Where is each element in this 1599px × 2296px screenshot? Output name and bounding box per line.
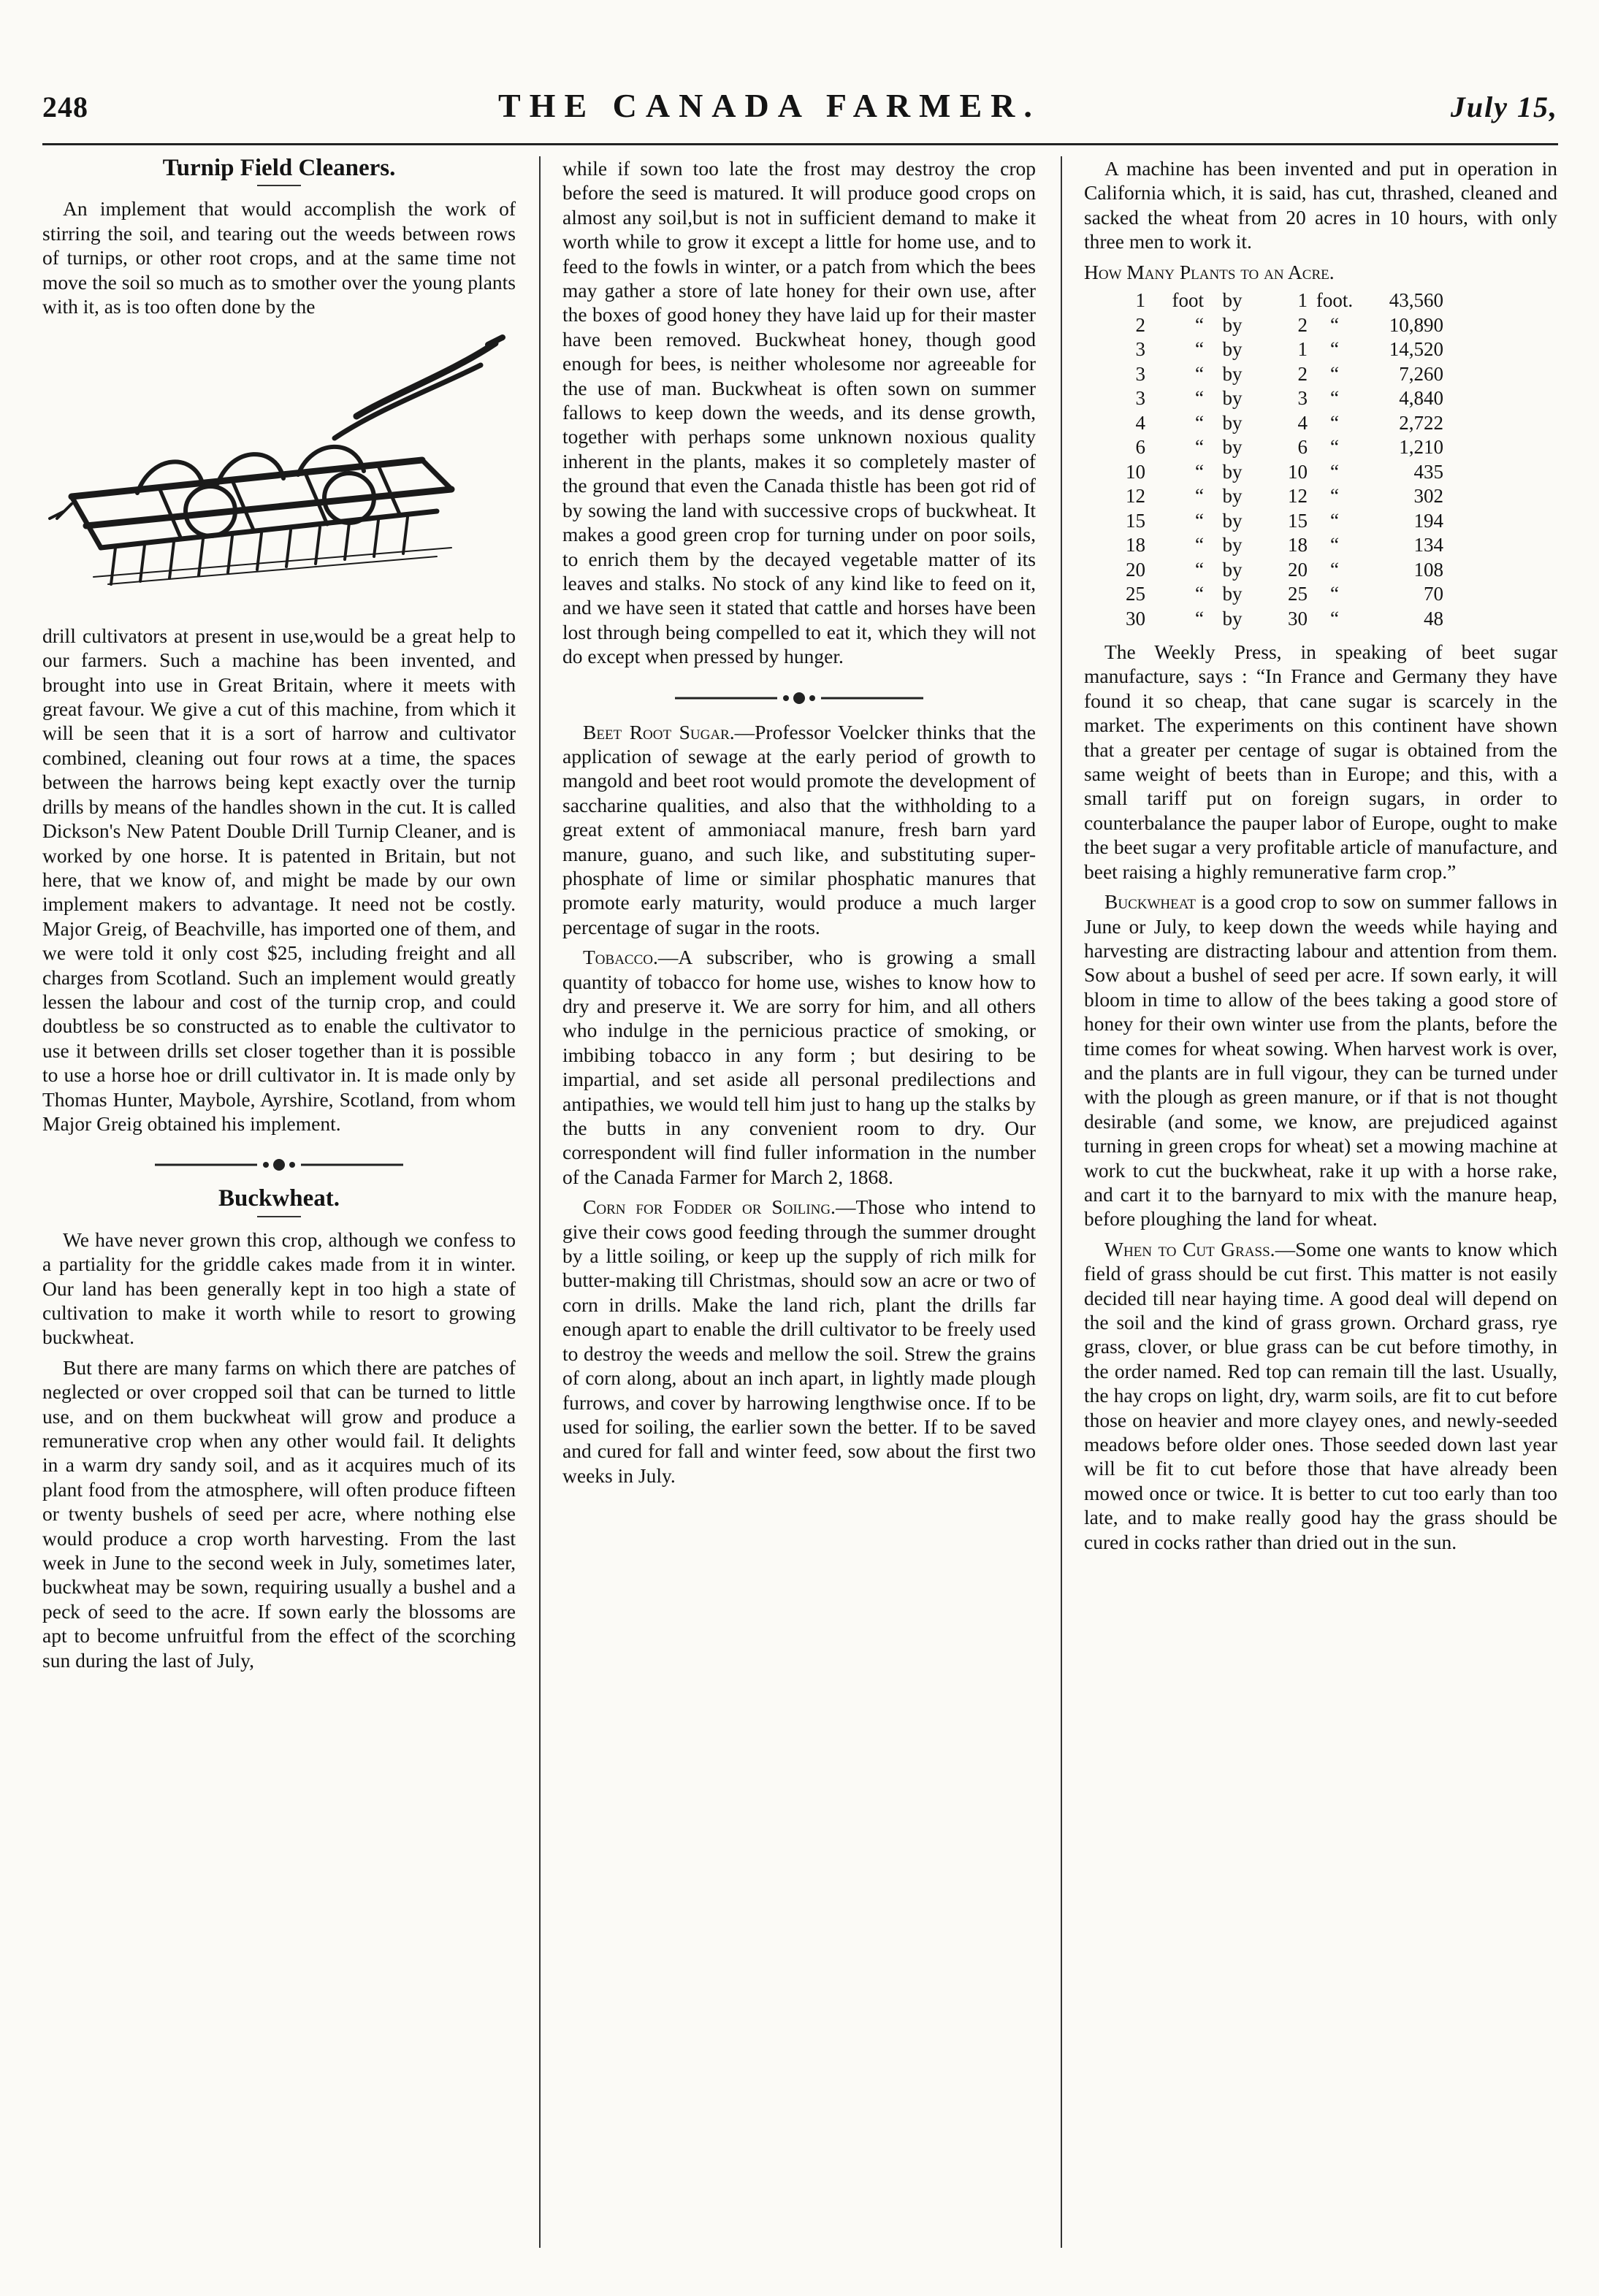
table-cell: foot. xyxy=(1316,289,1354,312)
table-cell: “ xyxy=(1330,460,1339,483)
table-cell: by xyxy=(1222,460,1243,483)
column-rule xyxy=(539,156,541,2248)
table-row xyxy=(1102,386,1443,411)
table-cell: “ xyxy=(1195,313,1204,336)
column-1 xyxy=(42,156,516,2248)
table-cell: 25 xyxy=(1126,583,1145,605)
note-text: —Professor Voelcker thinks that the application of sewage at the early period of growth to mangold and beet root would promote the development of saccharine qualities, and also that the withholding to a great extent of ammoniacal manure, fresh barn yard manure, guano, and such like, and substituting super-phosphate of lime or similar phosphatic manures that promote early maturity, would produce a much larger percentage of sugar in the roots. xyxy=(562,720,1036,938)
table-row xyxy=(1102,509,1443,534)
note-text: —Those who intend to give their cows good feeding through the summer drought by a little soiling, or keep up the supply of rich milk for butter-making till Christmas, should sow an acre or two of corn in drills. Make the land rich, plant the drills far enough apart to enable the drill cultivator to be freely used to destroy the weeds and mellow the soil. Strew the grains of corn along, about an inch apart, in lightly made plough furrows, and cover by harrowing lengthwise once. If to be used for soiling, the earlier sown the better. If to be saved and cured for fall and winter feed, sow about the first two weeks in July. xyxy=(562,1195,1036,1487)
note-harvest-machine: A machine has been invented and put in operation in California which, it is said, has cut, thrashed, cleaned and sacked the wheat from 20 acres in 10 hours, with only three men to work it. xyxy=(1084,157,1557,253)
table-row xyxy=(1102,288,1443,313)
table-row xyxy=(1102,362,1443,387)
note-buckwheat xyxy=(1084,889,1557,1231)
article-paragraph: drill cultivators at present in use,would be a great help to our farmers. Such a machine has been invented, and brought into use in Great Britain, where it meets with great favour. We give a cut of this machine, from which it will be seen that it is a sort of harrow and cultivator combined, cleaning out four rows at a time, the spaces between the harrows being kept exactly over the turnip drills by means of the handles shown in the cut. It is called Dickson's New Patent Double Drill Turnip Cleaner, and is worked by one horse. It is patented in Britain, but not here, that we know of, and might be made by our own implement makers to advantage. It need not be costly. Major Greig, of Beachville, has imported one of them, and we were told it only cost $25, including freight and all charges from Scotland. Such an implement would greatly lessen the labour and cost of the turnip crop, and could doubtless be so constructed as to enable the cultivator to use it between drills set closer together than it is possible to use a horse hoe or drill cultivator in. It is made only by Thomas Hunter, Maybole, Ayrshire, Scotland, from whom Major Greig obtained his implement. xyxy=(42,624,516,1135)
note-tobacco xyxy=(562,945,1036,1189)
table-cell: “ xyxy=(1195,338,1204,361)
header-rule xyxy=(42,143,1558,145)
table-row xyxy=(1102,411,1443,436)
column-rule xyxy=(1061,156,1062,2248)
article-title-turnip-field-cleaners: Turnip Field Cleaners. xyxy=(162,156,396,181)
table-cell: 70 xyxy=(1424,583,1443,605)
table-cell: “ xyxy=(1195,485,1204,508)
table-cell: “ xyxy=(1330,338,1339,361)
table-cell: 7,260 xyxy=(1399,362,1443,385)
running-head xyxy=(42,86,1558,137)
table-cell: 2 xyxy=(1135,313,1145,336)
table-cell: “ xyxy=(1195,436,1204,459)
table-cell: 4,840 xyxy=(1399,387,1443,410)
turnip-cleaner-illustration xyxy=(42,329,510,606)
table-cell: “ xyxy=(1195,607,1204,630)
note-lead: Corn for Fodder or Soiling. xyxy=(583,1195,836,1219)
article-paragraph: An implement that would accomplish the work of stirring the soil, and tearing out the weeds between rows of turnips, or other root crops, and at the same time not move the soil so much as to smother over the young plants with it, as is too often done by the xyxy=(42,197,516,318)
page-number: 248 xyxy=(42,91,88,123)
plants-per-acre-title: How Many Plants to an Acre. xyxy=(1084,260,1335,283)
table-cell: 15 xyxy=(1126,509,1145,532)
table-cell: “ xyxy=(1195,460,1204,483)
table-cell: 194 xyxy=(1413,509,1443,532)
table-cell: 12 xyxy=(1288,485,1308,508)
table-cell: 18 xyxy=(1126,534,1145,556)
table-cell: 1 xyxy=(1135,289,1145,312)
title-rule xyxy=(257,1216,301,1217)
note-lead: When to Cut Grass. xyxy=(1104,1237,1275,1260)
columns xyxy=(42,156,1558,2248)
table-cell: “ xyxy=(1330,583,1339,605)
table-cell: 435 xyxy=(1413,460,1443,483)
table-cell: 30 xyxy=(1126,607,1145,630)
note-text: —A subscriber, who is growing a small quantity of tobacco for home use, wishes to know how to dry and preserve it. We are sorry for him, and all others who indulge in the pernicious practice of smoking, or imbibing tobacco in any form ; but desiring to be impartial, and set aside all personal predilections and antipathies, we would tell him just to hang up the stalks by the butts in any convenient room to dry. Our correspondent will find fuller information in the number of the Canada Farmer for March 2, 1868. xyxy=(562,946,1036,1188)
newspaper-page xyxy=(42,86,1558,2248)
table-cell: 3 xyxy=(1135,362,1145,385)
note-lead: Tobacco. xyxy=(583,946,658,969)
table-cell: “ xyxy=(1195,411,1204,434)
table-cell: 134 xyxy=(1413,534,1443,556)
table-cell: 10 xyxy=(1288,460,1308,483)
table-cell: 30 xyxy=(1288,607,1308,630)
table-row xyxy=(1102,313,1443,338)
table-cell: 2,722 xyxy=(1399,411,1443,434)
note-lead: Beet Root Sugar. xyxy=(583,720,735,743)
table-cell: 4 xyxy=(1135,411,1145,434)
table-cell: by xyxy=(1222,387,1243,410)
table-cell: 302 xyxy=(1413,485,1443,508)
table-cell: “ xyxy=(1330,558,1339,581)
table-cell: “ xyxy=(1330,313,1339,336)
column-2 xyxy=(562,156,1036,2248)
table-cell: “ xyxy=(1195,534,1204,556)
table-cell: 2 xyxy=(1297,362,1308,385)
table-cell: by xyxy=(1222,534,1243,556)
table-cell: by xyxy=(1222,583,1243,605)
note-corn-for-fodder xyxy=(562,1195,1036,1488)
table-row xyxy=(1102,558,1443,583)
table-cell: 6 xyxy=(1135,436,1145,459)
table-row xyxy=(1102,484,1443,509)
table-row xyxy=(1102,607,1443,632)
table-cell: “ xyxy=(1330,509,1339,532)
table-cell: “ xyxy=(1330,362,1339,385)
section-divider xyxy=(562,686,1036,701)
table-cell: 18 xyxy=(1288,534,1308,556)
table-cell: “ xyxy=(1195,558,1204,581)
issue-date: July 15, xyxy=(1450,91,1558,123)
table-cell: by xyxy=(1222,509,1243,532)
table-cell: by xyxy=(1222,289,1243,312)
note-text: is a good crop to sow on summer fallows in June or July, to keep down the weeds while haying and harvesting are distracting labour and attention from them. Sow about a bushel of seed per acre. If sown early, it will bloom in time to allow of the bees taking a good store of honey for their own winter use from the plants, before the time comes for wheat sowing. When harvest work is over, and the plants are in full vigour, they can be turned under with the plough as green manure, or if that is not thought desirable (and some, we know, are prejudiced against turning in green crops for wheat) set a mowing machine at work to cut the buckwheat, rake it up with a horse rake, and cart it to the barnyard to mix with the manure heap, before ploughing the land for wheat. xyxy=(1084,890,1557,1231)
table-cell: 20 xyxy=(1126,558,1145,581)
table-cell: “ xyxy=(1330,411,1339,434)
table-cell: 1,210 xyxy=(1399,436,1443,459)
table-cell: “ xyxy=(1330,607,1339,630)
column-3 xyxy=(1084,156,1557,2248)
table-cell: foot xyxy=(1172,289,1204,312)
note-beet-sugar-press: The Weekly Press, in speaking of beet sugar manufacture, says : “In France and Germany they have found it so cheap, that cane sugar is scarcely in the market. The experiments on this continent have shown that a greater per centage of sugar is obtained from the same weight of beets than in Europe; and this, with a small tariff put on foreign sugars, in order to counterbalance the pauper labor of Europe, ought to make the beet sugar a very profitable article of manufacture, and beet raising a highly remunerative farm crop.” xyxy=(1084,640,1557,883)
table-cell: “ xyxy=(1195,583,1204,605)
table-cell: “ xyxy=(1330,436,1339,459)
table-cell: by xyxy=(1222,485,1243,508)
table-cell: by xyxy=(1222,411,1243,434)
table-row xyxy=(1102,460,1443,485)
table-cell: 6 xyxy=(1297,436,1308,459)
table-cell: 48 xyxy=(1424,607,1443,630)
note-lead: Buckwheat xyxy=(1104,890,1196,914)
table-cell: “ xyxy=(1330,534,1339,556)
article-paragraph: But there are many farms on which there are patches of neglected or over cropped soil that can be turned to little use, and on them buckwheat will grow and produce a remunerative crop when any other would fail. It delights in a warm dry sandy soil, and as it acquires much of its plant food from the atmosphere, will often produce fifteen or twenty bushels of seed per acre, where nothing else would produce a crop worth harvesting. From the last week in June to the second week in July, sometimes later, buckwheat may be sown, requiring usually a bushel and a peck of seed to the acre. If sown early the blossoms are apt to become unfruitful from the effect of the scorching sun during the last of July, xyxy=(42,1355,516,1672)
table-cell: 12 xyxy=(1126,485,1145,508)
table-cell: “ xyxy=(1195,509,1204,532)
table-cell: by xyxy=(1222,607,1243,630)
section-divider xyxy=(42,1153,516,1168)
table-cell: 1 xyxy=(1297,338,1308,361)
table-cell: 3 xyxy=(1297,387,1308,410)
table-cell: 3 xyxy=(1135,387,1145,410)
note-text: —Some one wants to know which field of grass should be cut first. This matter is not easily decided till near haying time. A good deal will depend on the soil and the kind of grass grown. Orchard grass, rye grass, clover, or blue grass can be cut before timothy, in the order named. Red top can remain till the last. Usually, the hay crops on light, dry, warm soils, are fit to cut before those on heavier and more clayey ones, and newly-seeded meadows before older ones. Those seeded down last year will be fit to cut before those that have already been mowed once or twice. It is better to cut too early than too late, and to make really good hay the grass should be cured in cocks rather than dried out in the sun. xyxy=(1084,1237,1557,1553)
table-cell: by xyxy=(1222,313,1243,336)
table-cell: by xyxy=(1222,362,1243,385)
table-cell: 2 xyxy=(1297,313,1308,336)
table-cell: by xyxy=(1222,338,1243,361)
table-row xyxy=(1102,533,1443,558)
table-cell: 20 xyxy=(1288,558,1308,581)
article-title-buckwheat: Buckwheat. xyxy=(218,1185,340,1212)
table-cell: 3 xyxy=(1135,338,1145,361)
table-cell: by xyxy=(1222,436,1243,459)
note-beet-root-sugar xyxy=(562,720,1036,940)
article-paragraph: We have never grown this crop, although we confess to a partiality for the griddle cakes made from it in winter. Our land has been generally kept in too high a state of cultivation to make it worth while to resort to growing buckwheat. xyxy=(42,1228,516,1349)
note-when-to-cut-grass xyxy=(1084,1237,1557,1554)
table-cell: 14,520 xyxy=(1389,338,1443,361)
table-cell: “ xyxy=(1330,387,1339,410)
table-cell: “ xyxy=(1195,387,1204,410)
table-cell: 43,560 xyxy=(1389,289,1443,312)
table-cell: 4 xyxy=(1297,411,1308,434)
table-row xyxy=(1102,582,1443,607)
table-cell: “ xyxy=(1195,362,1204,385)
table-row xyxy=(1102,337,1443,362)
table-cell: 1 xyxy=(1297,289,1308,312)
title-rule xyxy=(257,185,301,186)
masthead-title: THE CANADA FARMER. xyxy=(498,87,1041,124)
article-paragraph: while if sown too late the frost may destroy the crop before the seed is matured. It will produce good crops on almost any soil,but is not in sufficient demand to make it worth while to grow it except a little for home use, and to feed to the fowls in winter, or a patch from which the bees may gather a store of late honey for their own use, after the boxes of good honey they have laid up for their master have been removed. Buckwheat honey, though good enough for bees, is neither wholesome nor agreeable for the use of man. Buckwheat is often sown on summer fallows to keep down the weeds, and its dense growth, together with perhaps some unknown noxious quality inherent in the plants, makes it so completely master of the ground that even the Canada thistle has been got rid of by sowing the land with successive crops of buckwheat. It makes a good green crop for turning under on poor soils, to enrich them by the decayed vegetable matter of its leaves and stalks. No stock of any kind like to feed on it, and we have seen it stated that cattle and horses have been lost through being compelled to eat it, which they will not do except when pressed by hunger. xyxy=(562,157,1036,668)
table-cell: 108 xyxy=(1413,558,1443,581)
plants-per-acre-table xyxy=(1102,288,1443,631)
table-cell: 10,890 xyxy=(1389,313,1443,336)
table-cell: 15 xyxy=(1288,509,1308,532)
table-cell: “ xyxy=(1330,485,1339,508)
table-cell: 25 xyxy=(1288,583,1308,605)
table-cell: by xyxy=(1222,558,1243,581)
table-row xyxy=(1102,435,1443,460)
table-cell: 10 xyxy=(1126,460,1145,483)
